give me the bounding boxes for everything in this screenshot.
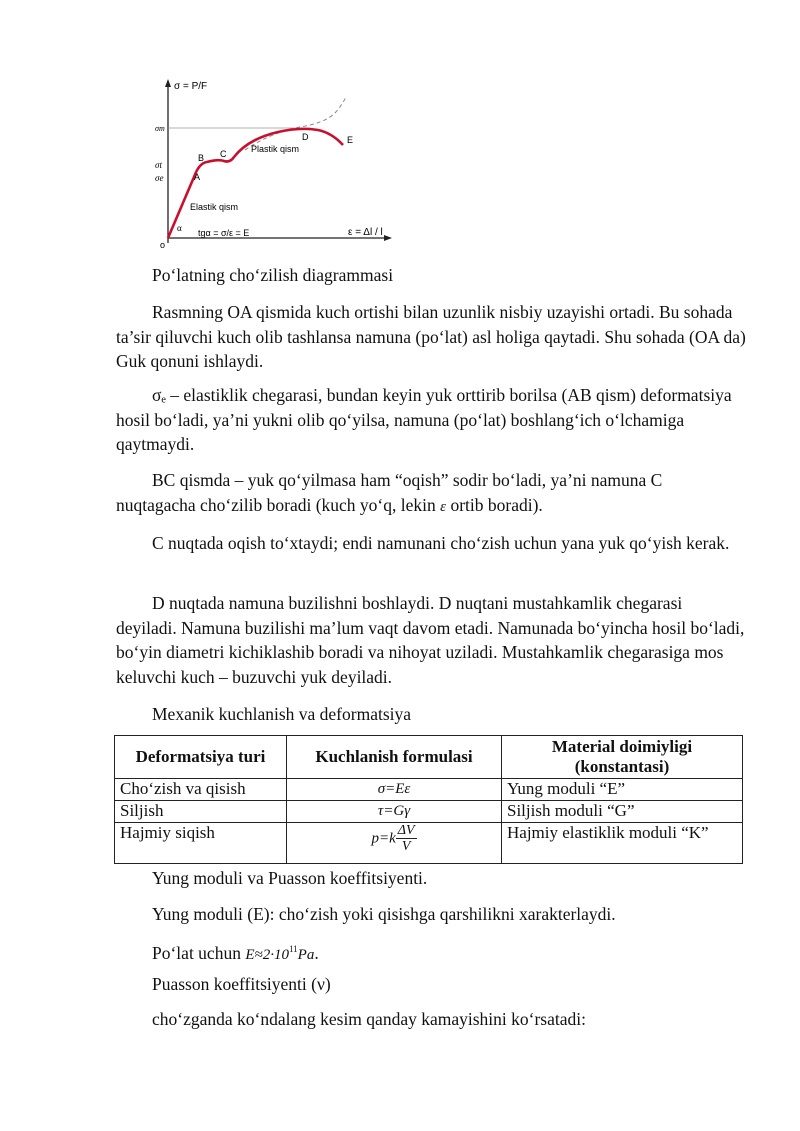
steel-prefix: Po‘lat uchun	[152, 942, 246, 963]
sigma-e-label: σe	[155, 173, 164, 183]
paragraph-bc-text: BC qismda – yuk qo‘yilmasa ham “oqish” sodir bo‘ladi, ya’ni namuna C nuqtagacha cho‘zilib boradi (kuch yo‘q, lekin	[116, 470, 663, 515]
fraction-denominator: V	[401, 839, 411, 854]
stress-strain-diagram	[150, 75, 400, 250]
header-stress-formula: Kuchlanish formulasi	[287, 736, 502, 779]
point-e-label: E	[347, 135, 354, 145]
cell-constant: Hajmiy elastiklik moduli “K”	[502, 823, 743, 864]
poisson-definition: cho‘zganda ko‘ndalang kesim qanday kamayishini ko‘rsatadi:	[152, 1009, 586, 1029]
table-row	[115, 801, 743, 823]
table-header-row	[115, 736, 743, 779]
elastic-region-label: Elastik qism	[190, 202, 239, 212]
true-stress-dashed-curve	[245, 97, 346, 150]
young-definition: Yung moduli (E): cho‘zish yoki qisishga qarshilikni xarakterlaydi.	[152, 904, 616, 924]
point-b-label: B	[198, 153, 205, 163]
header-material-constant: Material doimiyligi (konstantasi)	[502, 736, 743, 779]
cell-constant: Siljish moduli “G”	[502, 801, 743, 823]
cell-constant: Yung moduli “E”	[502, 779, 743, 801]
point-d-label: D	[302, 132, 309, 142]
alpha-label: α	[177, 223, 182, 233]
steel-unit: Pa	[297, 946, 315, 963]
origin-label: o	[160, 240, 166, 250]
paragraph-c: C nuqtada oqish to‘xtaydi; endi namunani cho‘zish uchun yana yuk qo‘yish kerak.	[152, 533, 730, 553]
cell-formula: σ=Eε	[287, 779, 502, 801]
cell-type: Cho‘zish va qisish	[115, 779, 287, 801]
paragraph-bc	[116, 468, 746, 519]
deformation-table	[114, 735, 743, 864]
table-title: Mexanik kuchlanish va deformatsiya	[152, 704, 412, 724]
cell-type: Hajmiy siqish	[115, 823, 287, 864]
paragraph-oa: Rasmning OA qismida kuch ortishi bilan uzunlik nisbiy uzayishi ortadi. Bu sohada ta’sir qiluvchi kuch olib tashlansa namuna (po‘lat) asl holiga qaytadi. Shu sohada (OA da) Guk qonuni ishlaydi.	[116, 302, 746, 371]
y-axis-label: σ = P/F	[174, 81, 208, 92]
steel-exponent: 11	[288, 944, 298, 954]
cell-formula: τ=Gγ	[287, 801, 502, 823]
y-axis-arrow	[165, 79, 171, 87]
point-c-label: C	[220, 149, 227, 159]
fraction-numerator: ΔV	[397, 823, 415, 838]
formula-prefix: p=k	[371, 830, 396, 847]
figure-caption: Po‘latning cho‘zilish diagrammasi	[152, 265, 394, 285]
paragraph-d: D nuqtada namuna buzilishni boshlaydi. D nuqtani mustahkamlik chegarasi deyiladi. Namuna buzilishi ma’lum vaqt davom etadi. Namunada bo‘yincha hosil bo‘ladi, bo‘yin diametri kichiklashib boradi va nihoyat uziladi. Mustahkamlik chegarasiga mos keluvchi kuch – buzuvchi yuk deyiladi.	[116, 593, 745, 687]
cell-type: Siljish	[115, 801, 287, 823]
plastic-region-label: Plastik qism	[251, 144, 300, 154]
sigma-m-label: σm	[155, 124, 165, 133]
table-row	[115, 823, 743, 864]
poisson-heading: Puasson koeffitsiyenti (ν)	[152, 974, 331, 994]
paragraph-sigma-e: σₑ – elastiklik chegarasi, bundan keyin yuk orttirib borilsa (AB qism) deformatsiya hosil bo‘ladi, ya’ni yukni olib qo‘yilsa, namuna (po‘lat) boshlang‘ich o‘lchamiga qaytmaydi.	[116, 385, 732, 454]
volume-fraction	[396, 823, 417, 854]
table-row	[115, 779, 743, 801]
slope-formula: tgα = σ/ε = E	[198, 228, 250, 238]
steel-young-value	[116, 937, 746, 967]
epsilon-symbol: ε	[440, 498, 447, 515]
x-axis-label: ε = Δl / l	[348, 227, 383, 238]
steel-formula: E≈2·10	[245, 946, 289, 963]
point-a-label: A	[194, 172, 201, 182]
sigma-t-label: σt	[155, 160, 162, 170]
young-poisson-heading: Yung moduli va Puasson koeffitsiyenti.	[152, 868, 428, 888]
steel-end: .	[314, 942, 319, 963]
paragraph-bc-end: ortib boradi).	[446, 494, 543, 515]
header-deformation-type: Deformatsiya turi	[115, 736, 287, 779]
x-axis-arrow	[384, 235, 392, 241]
cell-formula	[287, 823, 502, 864]
